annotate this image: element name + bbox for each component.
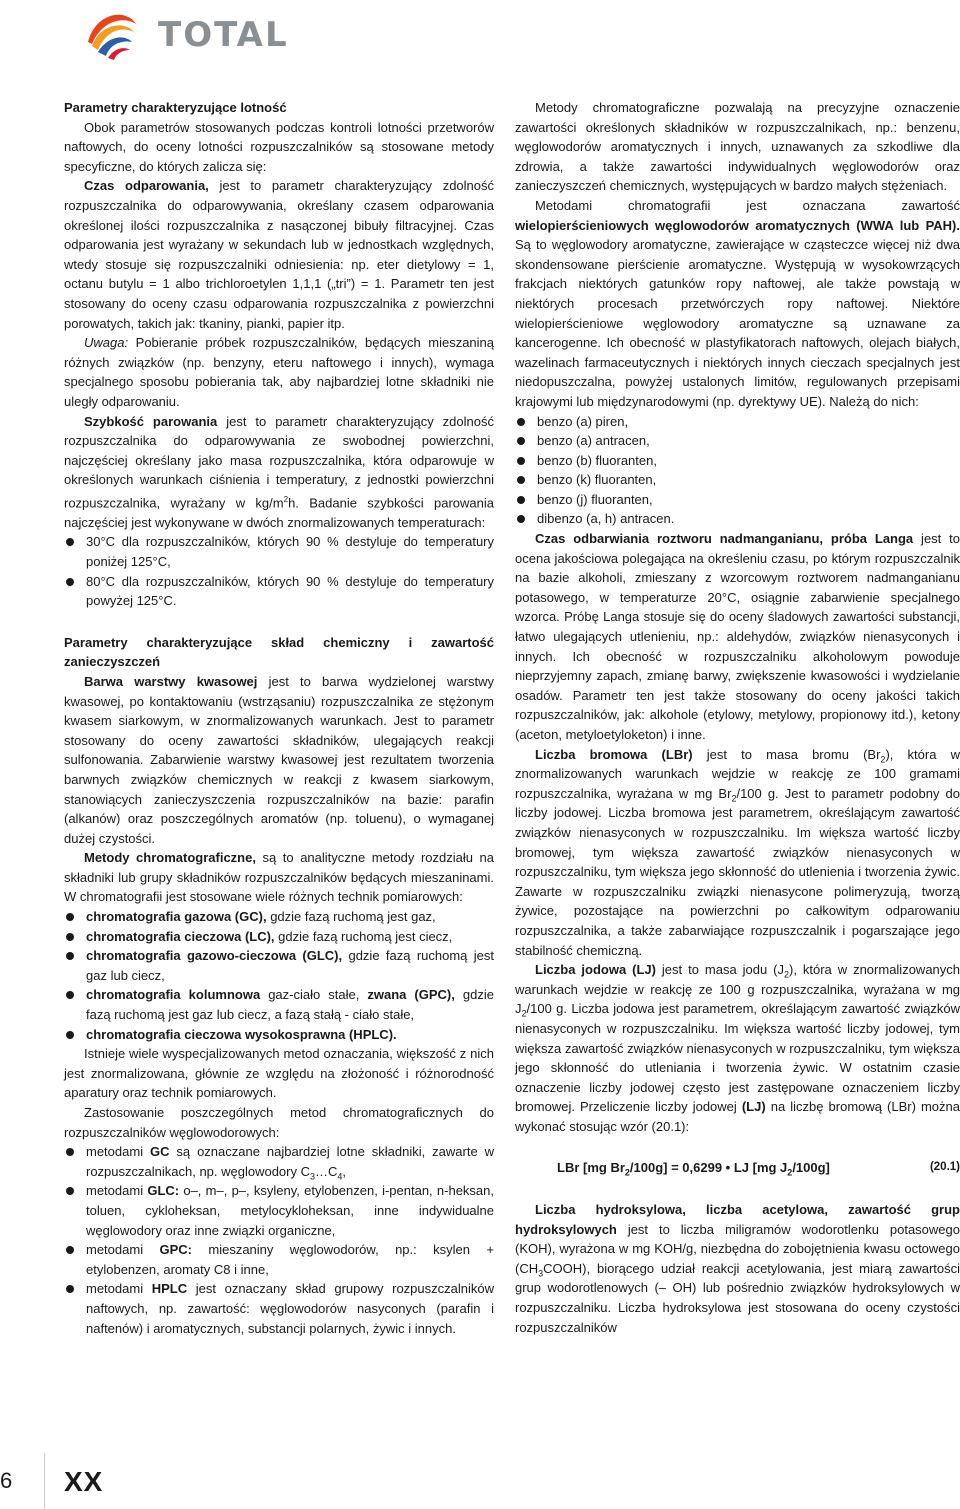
list-item-term: chromatografia cieczowa (LC), (86, 928, 275, 944)
brand-name: TOTAL (158, 15, 289, 55)
term-lj: (LJ) (741, 1099, 766, 1115)
subscript: 3 (310, 1171, 316, 1182)
text-iodine-d: na liczbę bromową (LBr) można wykonać stosując wzór (20.1): (515, 1099, 960, 1134)
list-item (64, 907, 494, 927)
list-item (64, 1240, 494, 1279)
list-item-term: chromatografia gazowo-cieczowa (GLC), (86, 948, 343, 964)
term-chromatography: Metody chromatograficzne, (84, 850, 256, 866)
text-hydroxyl-a: jest to liczba miligramów wodorotlenku potasowego (KOH), wyrażona w mg KOH/g, niezbędna do zobojętnienia kwasu octowego (CH (515, 1221, 960, 1276)
text-acid-layer: jest to barwa wydzielonej warstwy kwasowej, po kontaktowaniu (wstrząsaniu) rozpuszczalnika ze stężonym kwasem siarkowym, w znormalizowanych warunkach. Jest to parametr stosowany do oceny zawartości składników, ulegających reakcji sulfonowania. Zabarwienie warstwy kwasowej jest rezultatem tworzenia barwnych związków chemicznych w reakcji z kwasem siarkowym, stanowiących zanieczyszczenia rozpuszczalników na bazie: parafin (alkanów) oraz poszczególnych aromatów (np. toluenu), o wymaganej dużej czystości. (64, 673, 494, 846)
list-item-text: metodami (86, 1183, 148, 1199)
list-item-text: gdzie fazą ruchomą jest gaz, (266, 909, 436, 925)
subscript: 4 (337, 1171, 343, 1182)
subscript: 2 (787, 1168, 793, 1179)
list-item-text: gdzie fazą ruchomą jest gaz lub ciecz, a fazą stałą - ciało stałe, (86, 987, 494, 1023)
note-label: Uwaga: (84, 335, 129, 351)
paragraph-iodine-number (515, 960, 960, 1136)
text-bromine-b: ), która w znormalizowanych warunkach wejdzie w reakcję ze 100 gramami rozpuszczalnika, wyrażana w mg Br (515, 746, 960, 801)
text-evaporation-time: jest to parametr charakteryzujący zdolność rozpuszczalnika do odparowywania, określany czasem odparowania określonej ilości rozpuszczalnika z nasączonej bibuły filtracyjnej. Czas odparowania jest wyrażany w sekundach lub w jednostkach względnych, wtedy stosuje się rozpuszczalniki odniesienia: np. eter dietylowy = 1, octanu butylu = 1 albo trichloroetylen 1,1,1 („tri”) = 1. Parametr ten jest stosowany do oceny czasu odparowania rozpuszczalnika z powierzchni porowatych, takich jak: tkaniny, pianki, papier itp. (64, 178, 495, 331)
list-item-text: …C (315, 1163, 338, 1179)
list-item-term: chromatografia cieczowa wysokosprawna (HPLC). (86, 1026, 397, 1042)
formula-part: /100g] = 0,6299 • LJ [mg J (629, 1160, 788, 1176)
text-pah-pre: Metodami chromatografii jest oznaczana zawartość (535, 197, 960, 213)
text-lang-test: jest to ocena jakościowa polegająca na określeniu czasu, po którym rozpuszczalnik na bazie alkoholi, zmieszany z wzorcowym roztworem nadmanganianu potasowego, w temperaturze 20°C, osiągnie zabarwienie specjalnego wzorca. Próbę Langa stosuje się do oceny śladowych zawartości substancji, łatwo ulegających utlenieniu, np.: aldehydów, związków nienasyconych i innych. Ich obecność w rozpuszczalniku alkoholowym powoduje nieprzyjemny zapach, zmianę barwy, zwiększenie kwasowości i wydzielanie osadów. Parametr ten jest także stosowany do oceny jakości takich rozpuszczalników, jak: alkohole (etylowy, metylowy, propionowy itd.), ketony (aceton, metyloetyloketon) i inne. (515, 531, 960, 742)
methods-list (64, 1142, 494, 1338)
paragraph-chromatography-precision: Metody chromatograficzne pozwalają na precyzyjne oznaczenie zawartości określonych składników w rozpuszczalnikach, np.: benzenu, węglowodorów aromatycznych i innych, uznawanych za szkodliwe dla zdrowia, a także zawartości indywidualnych węglowodorów oraz zanieczyszczeń chemicznych, występujących w bardzo małych stężeniach. (515, 100, 960, 194)
text-hydroxyl-b: COOH), biorącego udział reakcji acetylowania, jest miarą zawartości grup wodorotlenowych (– OH) lub pośrednio związków hydroksylowych w rozpuszczalniku. Liczba hydroksylowa jest stosowana do oceny czystości rozpuszczalników (515, 1260, 960, 1335)
list-item (64, 1025, 494, 1045)
term-iodine-number: Liczba jodowa (LJ) (535, 962, 656, 978)
list-item-text: metodami (86, 1242, 160, 1258)
term-evaporation-rate: Szybkość parowania (84, 413, 218, 429)
subscript: 3 (538, 1268, 544, 1279)
paragraph-lang-test (515, 529, 960, 745)
text-evaporation-rate-b: h. Badanie szybkości parowania najczęściej jest wykonywane w dwóch znormalizowanych temperaturach: (64, 495, 494, 530)
list-item-text: metodami (86, 1281, 152, 1297)
total-logo (78, 2, 289, 68)
subscript: 2 (731, 793, 737, 804)
right-column (515, 98, 960, 1337)
list-item (64, 1142, 494, 1181)
total-emblem-icon (78, 2, 144, 68)
list-item-text: gdzie fazą ruchomą jest ciecz, (274, 928, 453, 944)
paragraph-specialized-methods: Istnieje wiele wyspecjalizowanych metod oznaczania, większość z nich jest znormalizowana, głównie ze względu na złożoność i różnorodność aparatury oraz technik pomiarowych. (64, 1046, 494, 1101)
paragraph-pah (515, 196, 960, 412)
page-number: 6 (0, 1468, 13, 1493)
subscript: 2 (783, 969, 789, 980)
paragraph-evaporation-rate (64, 412, 494, 533)
formula-part: LBr [mg Br (557, 1160, 625, 1176)
list-item (64, 1181, 494, 1240)
list-item-text: mieszaniny węglowodorów, np.: ksylen + etylobenzen, aromaty C8 i inne, (86, 1242, 494, 1277)
list-item: 80°C dla rozpuszczalników, których 90 % destyluje do temperatury powyżej 125°C. (64, 572, 494, 611)
subscript: 2 (521, 1008, 527, 1019)
list-item-text: , (342, 1163, 347, 1179)
list-item-text: metodami (86, 1144, 150, 1160)
formula-expression (557, 1158, 830, 1178)
paragraph-bromine-number (515, 745, 960, 961)
paragraph-volatility-intro: Obok parametrów stosowanych podczas kontroli lotności przetworów naftowych, do oceny lotności rozpuszczalników są stosowane metody specyficzne, do których zalicza się: (64, 119, 494, 174)
pah-list (515, 412, 960, 530)
text-iodine-a: jest to masa jodu (J (655, 962, 784, 978)
superscript: 2 (283, 494, 289, 504)
list-item-term: GC (150, 1144, 170, 1160)
text-iodine-c: /100 g. Liczba jodowa jest parametrem, określającym zawartość związków nienasyconych w rozpuszczalniku. Im większa wartość liczby jodowej, tym większa zawartość związków nienasyconych w rozpuszczalniku, tym większa jego skłonność do utleniania i tworzenia żywic. W ostatnim czasie oznaczenie liczby jodowej często jest zastępowane oznaczeniem liczby bromowej. Przeliczenie liczby jodowej (515, 1001, 960, 1115)
paragraph-evaporation-time (64, 176, 494, 333)
list-item: 30°C dla rozpuszczalników, których 90 % destyluje do temperatury poniżej 125°C, (64, 532, 494, 571)
subscript: 2 (880, 754, 886, 765)
chromatography-list (64, 907, 494, 1044)
term-evaporation-time: Czas odparowania, (84, 178, 209, 194)
term-lang-test: Czas odbarwiania roztworu nadmanganianu, próba Langa (535, 531, 914, 547)
term-pah: wielopierścieniowych węglowodorów aromatycznych (WWA lub PAH). (515, 217, 960, 233)
list-item (64, 927, 494, 947)
paragraph-application: Zastosowanie poszczególnych metod chromatograficznych do rozpuszczalników węglowodorowych: (64, 1105, 494, 1140)
paragraph-acid-layer (64, 672, 494, 848)
list-item: benzo (a) piren, (515, 412, 960, 432)
text-evaporation-rate-a: jest to parametr charakteryzujący zdolność rozpuszczalnika do odparowywania ze swobodnej powierzchni, najczęściej określany jako masa rozpuszczalnika, która odparowuje w określonych warunkach ciśnienia i temperatury, z jednostki powierzchni rozpuszczalnika, wyrażany w kg/m (64, 413, 494, 511)
paragraph-note (64, 333, 494, 411)
formula-number: (20.1) (929, 1161, 960, 1174)
list-item-text: gaz-ciało stałe, (260, 987, 368, 1003)
chapter-label: XX (64, 1466, 104, 1497)
text-bromine-c: /100 g. Jest to parametr podobny do liczby jodowej. Liczba bromowa jest parametrem, określającym zawartość związków nienasyconych w rozpuszczalniku. Im większa wartość liczby bromowej, tym większa zawartość związków nienasyconych w rozpuszczalniku, tym większa jego skłonność do utlenienia i tworzenia żywic. Zawarte w rozpuszczalniku związki nienasycone polimeryzują, tworzą żywice, pozostające na powierzchni po całkowitym odparowaniu rozpuszczalnika, a także zabarwiające rozpuszczalnik i pogarszające jego stabilność chemiczną. (515, 785, 960, 958)
paragraph-chromatography (64, 848, 494, 907)
section-title-composition: Parametry charakteryzujące skład chemiczny i zawartość zanieczyszczeń (64, 634, 494, 670)
text-bromine-a: jest to masa bromu (Br (692, 746, 881, 762)
text-pah: Są to węglowodory aromatyczne, zawierające w cząsteczce więcej niż dwa skondensowane pierścienie aromatyczne. Występują w wysokowrzących frakcjach niektórych gatunków ropy naftowej, ale także powstają w niektórych procesach przetwórczych ropy naftowej. Niektóre wielopierścieniowe węglowodory aromatyczne są uznawane za kancerogenne. Ich obecność w plastyfikatorach naftowych, olejach białych, wazelinach farmaceutycznych i niektórych innych cieczach specjalnych jest niedopuszczalna, powyżej ustalonych limitów, regulowanych przepisami krajowymi lub międzynarodowymi (np. dyrektywy UE). Należą do nich: (515, 237, 960, 409)
list-item-text: są oznaczane najbardziej lotne składniki, zawarte w rozpuszczalnikach, np. węglowodory C (86, 1144, 494, 1179)
list-item-term: GPC: (159, 1242, 192, 1258)
list-item: benzo (j) fluoranten, (515, 490, 960, 510)
list-item-term: chromatografia kolumnowa (86, 987, 261, 1003)
list-item: benzo (a) antracen, (515, 431, 960, 451)
list-item-term: chromatografia gazowa (GC), (86, 909, 267, 925)
list-item-term: GLC: (147, 1183, 180, 1199)
list-item-text: jest oznaczany skład grupowy rozpuszczalników naftowych, np. zawartość: węglowodorów nasyconych (parafin i naftenów) i aromatycznych, substancji polarnych, żywic i innych. (86, 1281, 494, 1336)
list-item (64, 946, 494, 985)
list-item: dibenzo (a, h) antracen. (515, 509, 960, 529)
list-item-term: HPLC (151, 1281, 188, 1297)
text-iodine-b: ), która w znormalizowanych warunkach wejdzie w reakcję ze 100 g rozpuszczalnika, wyrażana w mg J (515, 962, 960, 1017)
term-bromine-number: Liczba bromowa (LBr) (535, 746, 693, 762)
list-item-term: zwana (GPC), (367, 987, 455, 1003)
list-item (64, 985, 494, 1024)
paragraph-hydroxyl-number (515, 1200, 960, 1337)
footer-divider (44, 1453, 45, 1509)
temperature-list (64, 532, 494, 610)
term-hydroxyl-number: Liczba hydroksylowa, liczba acetylowa, zawartość grup hydroksylowych (515, 1202, 960, 1237)
list-item: benzo (k) fluoranten, (515, 470, 960, 490)
note-text: Pobieranie próbek rozpuszczalników, będących mieszaniną różnych związków (np. benzyny, eteru naftowego i innych), wymaga specjalnego sposobu pobierania tak, aby najbardziej lotne składniki nie uległy odparowaniu. (64, 335, 494, 409)
term-acid-layer: Barwa warstwy kwasowej (84, 673, 258, 689)
left-column (64, 98, 494, 1338)
section-title-volatility: Parametry charakteryzujące lotność (64, 100, 287, 115)
list-item: benzo (b) fluoranten, (515, 451, 960, 471)
list-item-text: gdzie fazą ruchomą jest gaz lub ciecz, (86, 948, 494, 983)
formula-20-1 (515, 1158, 960, 1178)
formula-part: /100g] (792, 1160, 830, 1176)
text-chromatography: są to analityczne metody rozdziału na składniki lub grupy składników rozpuszczalników będących mieszaninami. W chromatografii jest stosowane wiele różnych technik pomiarowych: (64, 850, 494, 905)
list-item (64, 1279, 494, 1338)
list-item-text: o–, m–, p–, ksyleny, etylobenzen, i-pentan, n-heksan, toluen, cykloheksan, metylocykloheksan, inne indywidualne węglowodory oraz inne związki organiczne, (86, 1183, 494, 1238)
subscript: 2 (624, 1168, 630, 1179)
